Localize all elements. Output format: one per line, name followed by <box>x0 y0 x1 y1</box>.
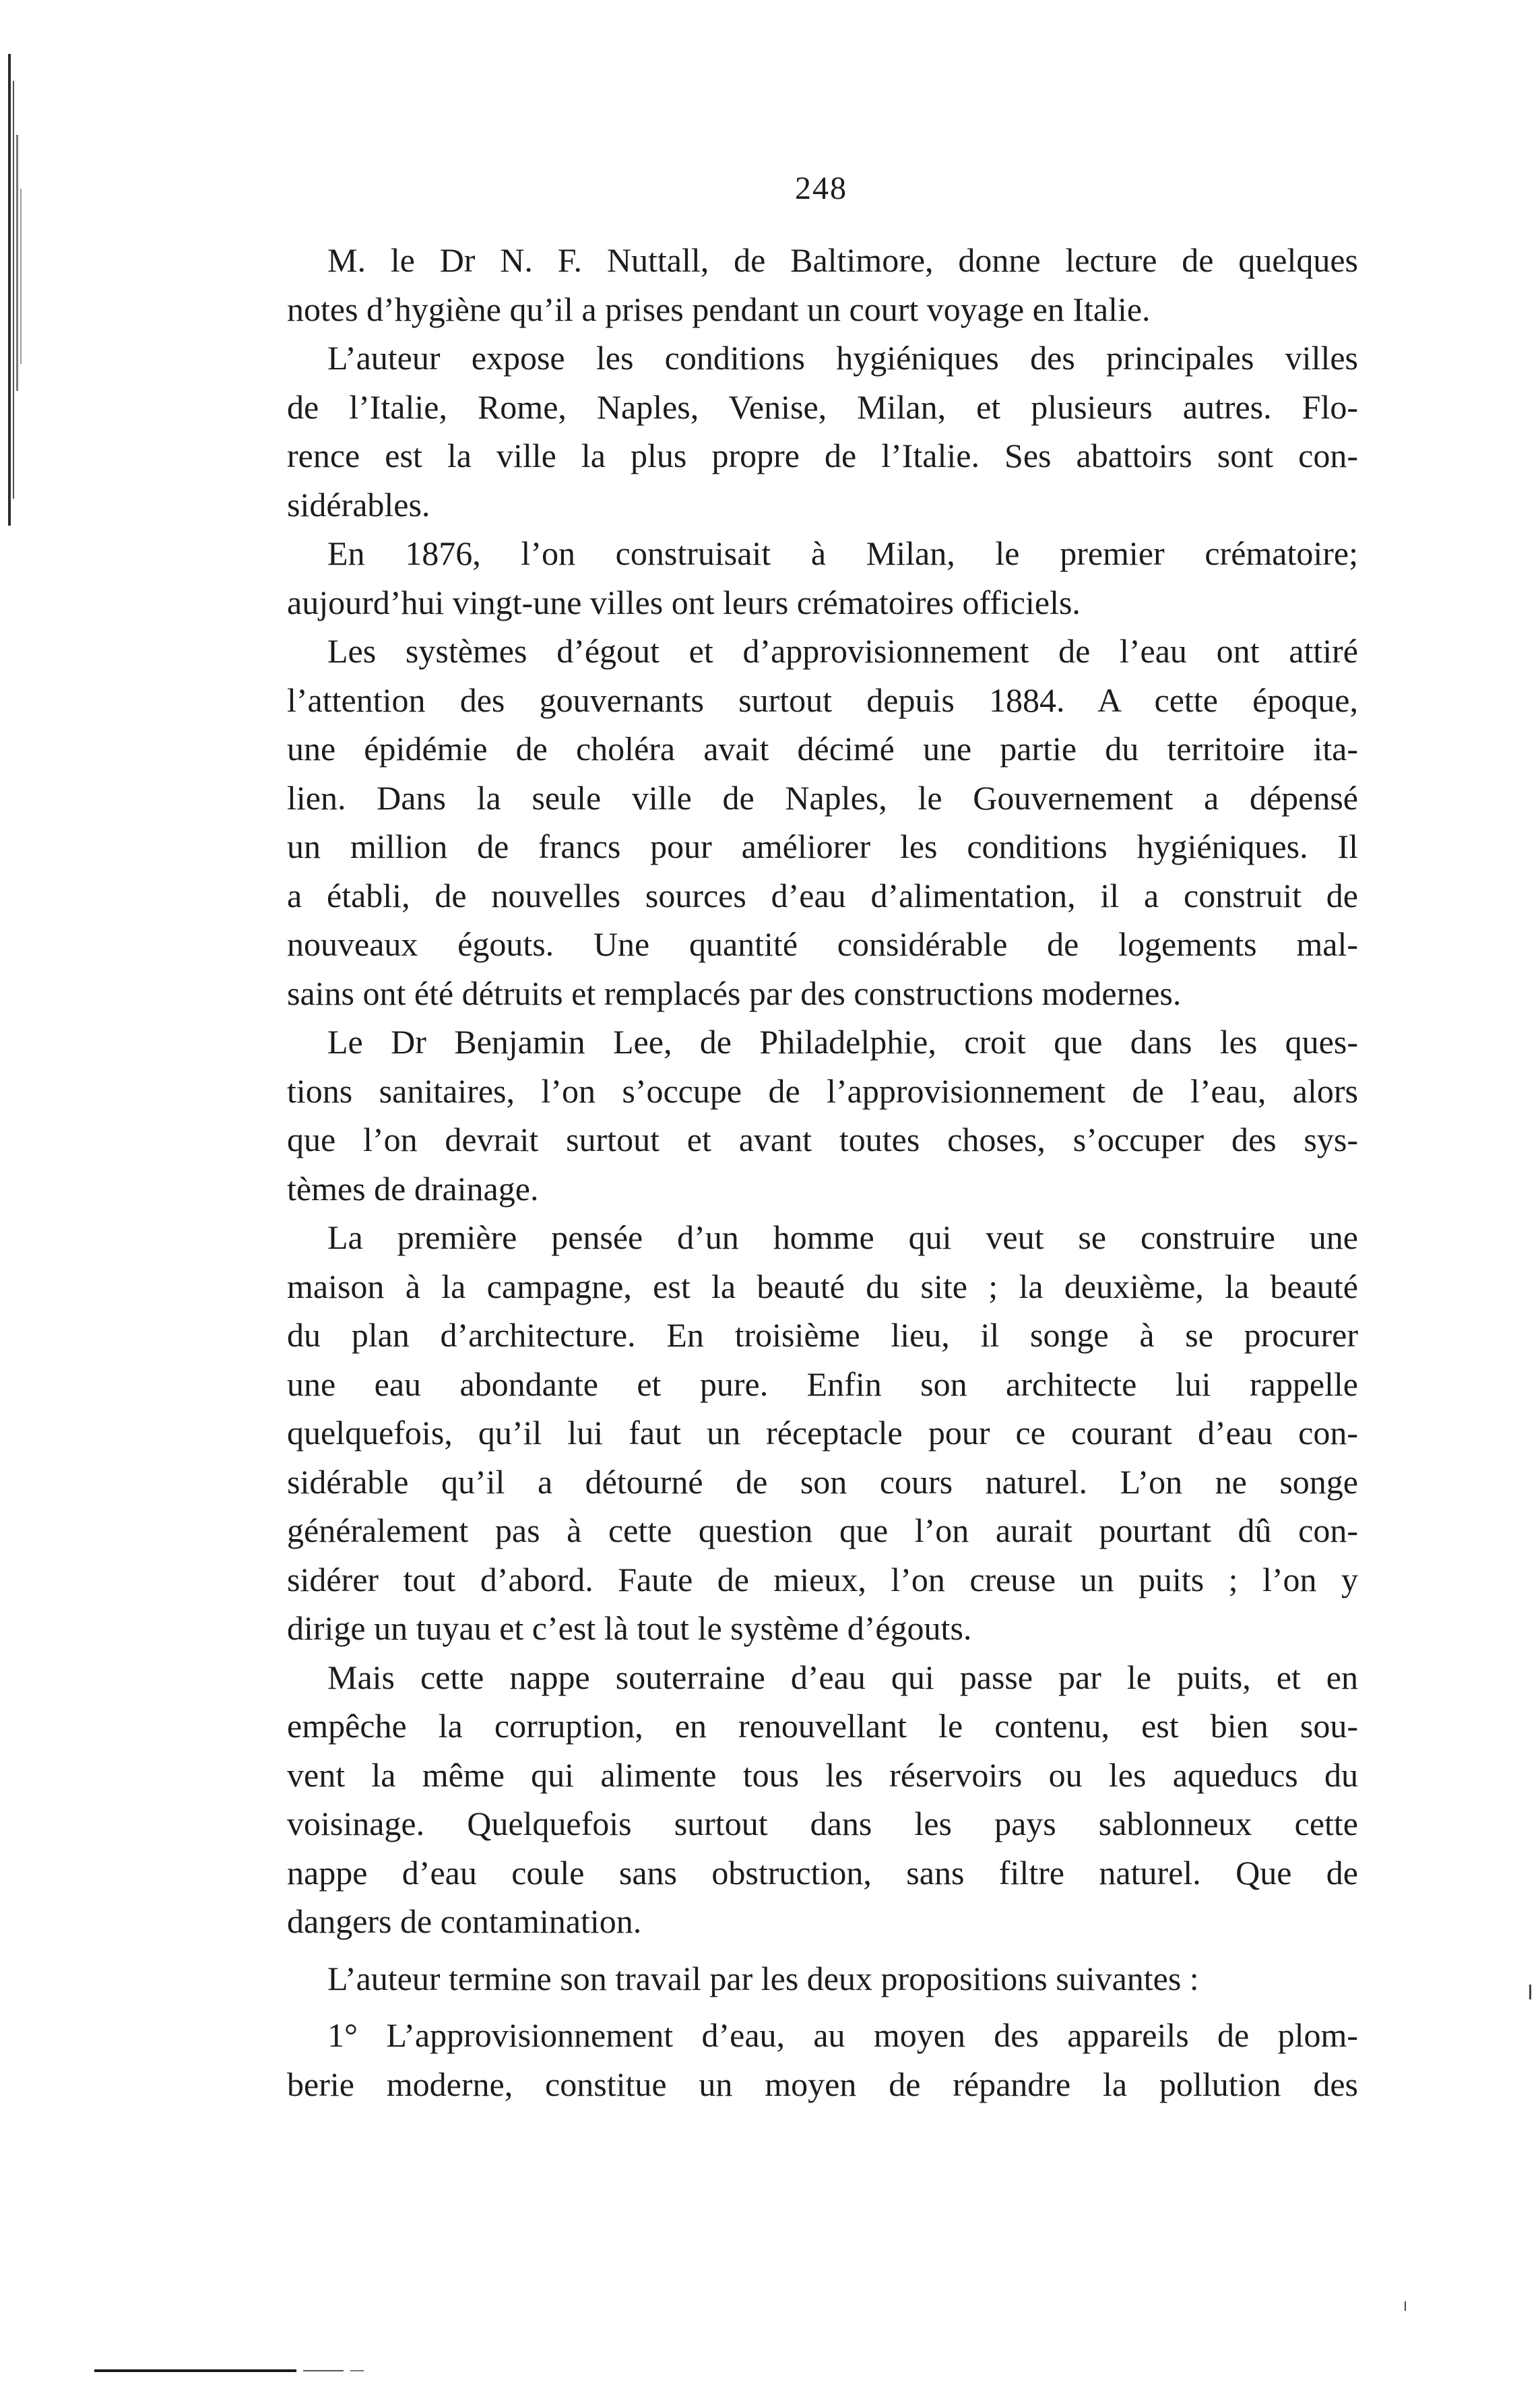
text-line: sidérer tout d’abord. Faute de mieux, l’on creuse un puits ; l’on y <box>287 1560 1358 1598</box>
text-line: tions sanitaires, l’on s’occupe de l’approvisionnement de l’eau, alors <box>287 1071 1358 1110</box>
text-line: M. le Dr N. F. Nuttall, de Baltimore, donne lecture de quelques <box>327 241 1358 279</box>
paragraph <box>287 1954 1358 2003</box>
text-line: dirige un tuyau et c’est là tout le système d’égouts. <box>287 1609 972 1647</box>
text-line: quelquefois, qu’il lui faut un réceptacle pour ce courant d’eau con- <box>287 1414 1358 1452</box>
text-line: que l’on devrait surtout et avant toutes choses, s’occuper des sys- <box>287 1121 1358 1158</box>
text-line: dangers de contamination. <box>287 1902 642 1940</box>
text-line: de l’Italie, Rome, Naples, Venise, Milan, et plusieurs autres. Flo- <box>287 387 1358 426</box>
text-line: nappe d’eau coule sans obstruction, sans filtre naturel. Que de <box>287 1853 1358 1892</box>
text-line: une eau abondante et pure. Enfin son architecte lui rappelle <box>287 1365 1358 1403</box>
text-line: Le Dr Benjamin Lee, de Philadelphie, croit que dans les ques- <box>327 1023 1358 1061</box>
scan-speck <box>1529 1985 1531 1999</box>
page-number: 248 <box>795 170 847 206</box>
text-line: lien. Dans la seule ville de Naples, le Gouvernement a dépensé <box>287 778 1358 817</box>
text-line: sidérable qu’il a détourné de son cours naturel. L’on ne songe <box>287 1462 1358 1501</box>
text-line: voisinage. Quelquefois surtout dans les pays sablonneux cette <box>287 1805 1358 1842</box>
text-line: du plan d’architecture. En troisième lieu, il songe à se procurer <box>287 1316 1358 1354</box>
paragraph <box>287 529 1358 627</box>
scan-edge-mark <box>94 2369 377 2373</box>
text-line: En 1876, l’on construisait à Milan, le premier crématoire; <box>327 534 1358 572</box>
paragraph <box>287 627 1358 1018</box>
text-line: rence est la ville la plus propre de l’Italie. Ses abattoirs sont con- <box>287 437 1358 474</box>
text-line: nouveaux égouts. Une quantité considérable de logements mal- <box>287 925 1358 963</box>
text-line: vent la même qui alimente tous les réservoirs ou les aqueducs du <box>287 1755 1358 1794</box>
text-line: 1° L’approvisionnement d’eau, au moyen des appareils de plom- <box>327 2016 1358 2054</box>
text-line: sains ont été détruits et remplacés par des constructions modernes. <box>287 974 1182 1012</box>
paragraph <box>287 1018 1358 1213</box>
text-line: généralement pas à cette question que l’on aurait pourtant dû con- <box>287 1512 1358 1549</box>
text-line: La première pensée d’un homme qui veut se construire une <box>327 1218 1358 1256</box>
paragraph <box>287 236 1358 334</box>
text-line: sidérables. <box>287 485 430 524</box>
text-line: L’auteur termine son travail par les deux propositions suivantes : <box>327 1959 1199 1997</box>
text-line: maison à la campagne, est la beauté du site ; la deuxième, la beauté <box>287 1267 1358 1305</box>
paragraph-gap <box>287 1946 1358 1954</box>
text-line: Les systèmes d’égout et d’approvisionnement de l’eau ont attiré <box>327 632 1358 670</box>
paragraph <box>287 2011 1358 2109</box>
text-line: un million de francs pour améliorer les conditions hygiéniques. Il <box>287 828 1358 865</box>
text-line: L’auteur expose les conditions hygiéniques des principales villes <box>327 339 1358 377</box>
paragraph <box>287 334 1358 529</box>
paragraph <box>287 1213 1358 1653</box>
paragraph <box>287 1653 1358 1946</box>
scan-speck <box>1405 2301 1406 2311</box>
text-line: l’attention des gouvernants surtout depuis 1884. A cette époque, <box>287 681 1358 719</box>
text-line: tèmes de drainage. <box>287 1169 539 1208</box>
paragraph-gap <box>287 2003 1358 2011</box>
text-line: une épidémie de choléra avait décimé une partie du territoire ita- <box>287 730 1358 768</box>
body-text <box>287 236 1358 2109</box>
text-line: a établi, de nouvelles sources d’eau d’alimentation, il a construit de <box>287 876 1358 914</box>
text-line: berie moderne, constitue un moyen de répandre la pollution des <box>287 2065 1358 2103</box>
binding-edge-shadow <box>7 54 34 526</box>
text-line: Mais cette nappe souterraine d’eau qui passe par le puits, et en <box>327 1658 1358 1696</box>
text-line: empêche la corruption, en renouvellant le contenu, est bien sou- <box>287 1707 1358 1745</box>
text-line: notes d’hygiène qu’il a prises pendant un court voyage en Italie. <box>287 290 1151 328</box>
text-line: aujourd’hui vingt-une villes ont leurs crématoires officiels. <box>287 583 1081 621</box>
